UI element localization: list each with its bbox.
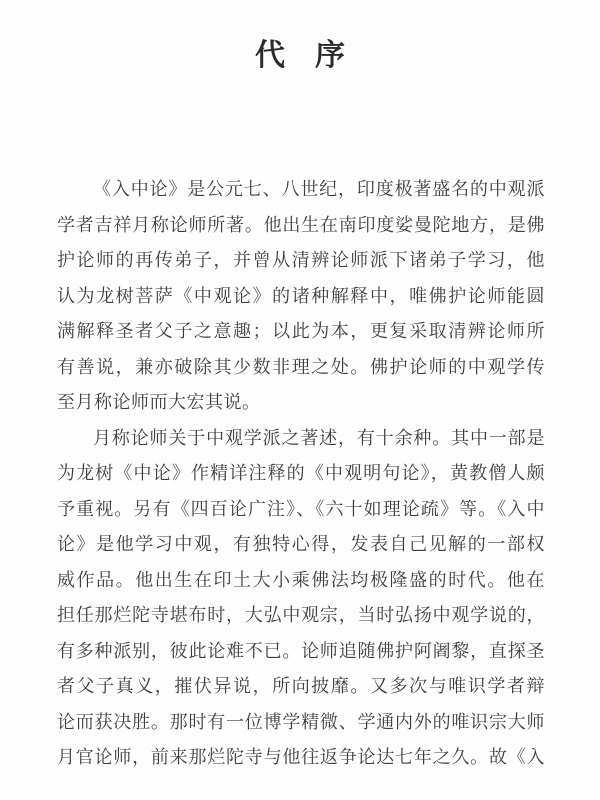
body-text bbox=[57, 172, 545, 776]
text-line: 威作品。他出生在印土大小乘佛法均极隆盛的时代。他在 bbox=[57, 569, 545, 590]
text-line: 满解释圣者父子之意趣；以此为本，更复采取清辨论师所 bbox=[57, 321, 545, 341]
text-line: 至月称论师而大宏其说。 bbox=[57, 392, 261, 412]
text-line: 学者吉祥月称论师所著。他出生在南印度娑曼陀地方，是佛 bbox=[57, 214, 545, 235]
text-line: 论》是他学习中观，有独特心得，发表自己见解的一部权 bbox=[57, 534, 545, 554]
text-line: 为龙树《中论》作精详注释的《中观明句论》，黄教僧人颇 bbox=[57, 463, 545, 483]
text-line: 月官论师，前来那烂陀寺与他往返争论达七年之久。故《入 bbox=[57, 747, 545, 767]
text-line: 有多种派别，彼此论难不已。论师追随佛护阿阇黎，直探圣 bbox=[57, 640, 545, 661]
text-line: 有善说，兼亦破除其少数非理之处。佛护论师的中观学传 bbox=[57, 356, 545, 377]
text-line: 论而获决胜。那时有一位博学精微、学通内外的唯识宗大师 bbox=[57, 711, 545, 732]
paragraph bbox=[57, 421, 545, 776]
text-line: 《入中论》是公元七、八世纪，印度极著盛名的中观派 bbox=[93, 179, 545, 199]
text-line: 担任那烂陀寺堪布时，大弘中观宗，当时弘扬中观学说的， bbox=[57, 605, 545, 625]
page-title: 代 序 bbox=[255, 39, 345, 72]
text-line: 予重视。另有《四百论广注》、《六十如理论疏》等。《入中 bbox=[57, 498, 545, 519]
text-line: 护论师的再传弟子，并曾从清辨论师派下诸弟子学习，他 bbox=[57, 250, 545, 270]
text-line: 者父子真义，摧伏异说，所向披靡。又多次与唯识学者辩 bbox=[57, 676, 545, 696]
paragraph bbox=[57, 172, 545, 421]
text-line: 月称论师关于中观学派之著述，有十余种。其中一部是 bbox=[93, 427, 545, 448]
text-line: 认为龙树菩萨《中观论》的诸种解释中，唯佛护论师能圆 bbox=[57, 285, 545, 306]
